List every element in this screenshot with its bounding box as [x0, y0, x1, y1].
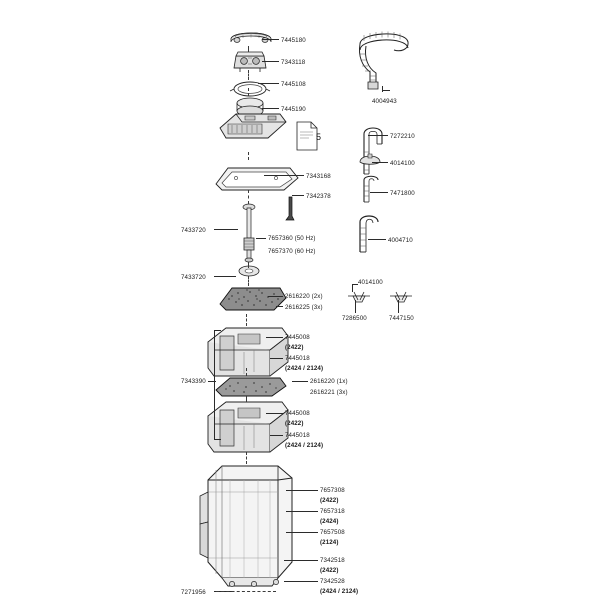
- leader-line: [264, 175, 304, 176]
- leader-line: [276, 306, 283, 307]
- part-number-label: 7445008: [285, 334, 310, 341]
- part-number-label: (2424 / 2124): [285, 442, 324, 449]
- leader-line: [352, 284, 353, 292]
- filter-pad-coarse-graphic: [212, 282, 292, 314]
- part-number-label: 7445190: [281, 106, 306, 113]
- alignment-guide: [248, 262, 249, 268]
- part-number-label: (2424): [320, 518, 339, 525]
- part-number-label: (2124): [320, 539, 339, 546]
- leader-line: [368, 135, 388, 136]
- part-number-label: 7343168: [306, 173, 331, 180]
- part-number-label: 4014100: [390, 160, 415, 167]
- leader-line: [258, 83, 279, 84]
- part-number-label: 4014100: [358, 279, 383, 286]
- group-bracket-7343390: [214, 330, 221, 440]
- leader-line: [292, 381, 308, 382]
- part-number-label: 7445108: [281, 81, 306, 88]
- leader-line: [382, 90, 390, 91]
- leader-line: [355, 300, 356, 313]
- filter-pad-middle-graphic: [210, 374, 292, 400]
- part-number-label: 7657508: [320, 529, 345, 536]
- leader-line: [266, 413, 283, 414]
- part-number-label: 7657370 (60 Hz): [268, 248, 316, 255]
- leader-line: [262, 61, 279, 62]
- leader-line: [372, 162, 388, 163]
- part-number-label: 2616220 (1x): [310, 378, 348, 385]
- part-number-label: 2616220 (2x): [285, 293, 323, 300]
- manual-booklet-graphic: [296, 121, 318, 151]
- part-number-label: 7342378: [306, 193, 331, 200]
- impeller-shaft-graphic: [238, 202, 260, 264]
- part-number-label: 2616221 (3x): [310, 389, 348, 396]
- part-number-label: 7445180: [281, 37, 306, 44]
- retaining-clip-graphic: [284, 196, 296, 222]
- alignment-guide: [248, 276, 249, 286]
- suction-cup-graphic: [358, 152, 382, 166]
- hose-elbow-graphic: [354, 208, 384, 254]
- part-number-label: 7271956: [181, 589, 206, 596]
- leader-line: [256, 238, 266, 239]
- alignment-guide: [248, 70, 249, 80]
- part-number-label: 7286500: [342, 315, 367, 322]
- leader-line: [214, 229, 238, 230]
- part-number-label: (2422): [285, 420, 304, 427]
- valve-block-graphic: [228, 50, 272, 74]
- part-number-label: 7342518: [320, 557, 345, 564]
- alignment-guide: [248, 190, 249, 204]
- leader-line: [284, 581, 318, 582]
- part-number-label: 7445018: [285, 432, 310, 439]
- page-number: 5: [316, 132, 322, 142]
- hose-clamp-top-graphic: [228, 28, 274, 46]
- alignment-guide: [246, 368, 247, 376]
- alignment-guide: [216, 591, 276, 592]
- part-number-label: 7445018: [285, 355, 310, 362]
- leader-line: [286, 511, 318, 512]
- part-number-label: 7471800: [390, 190, 415, 197]
- part-number-label: 7342528: [320, 578, 345, 585]
- part-number-label: 7657318: [320, 508, 345, 515]
- leader-line: [284, 560, 318, 561]
- rubber-washer-graphic: [236, 264, 262, 278]
- part-number-label: (2422): [320, 497, 339, 504]
- pump-head-gasket-graphic: [206, 158, 302, 194]
- part-number-label: 7343390: [181, 378, 206, 385]
- part-number-label: (2424 / 2124): [285, 365, 324, 372]
- leader-line: [262, 108, 279, 109]
- leader-line: [286, 532, 318, 533]
- leader-line: [382, 86, 383, 92]
- leader-line: [270, 435, 283, 436]
- part-number-label: 7657360 (50 Hz): [268, 235, 316, 242]
- part-number-label: 7272210: [390, 133, 415, 140]
- alignment-guide: [248, 152, 249, 160]
- leader-line: [368, 239, 386, 240]
- alignment-guide: [246, 452, 247, 464]
- leader-line: [370, 192, 388, 193]
- pump-head-assembly-graphic: [206, 94, 290, 152]
- part-number-label: 7433720: [181, 227, 206, 234]
- leader-line: [270, 358, 283, 359]
- part-number-label: 4004943: [372, 98, 397, 105]
- part-number-label: 7657308: [320, 487, 345, 494]
- leader-line: [266, 337, 283, 338]
- part-number-label: 2616225 (3x): [285, 304, 323, 311]
- spray-bar-graphic: [358, 172, 384, 204]
- leader-line: [208, 381, 216, 382]
- part-number-label: 7445008: [285, 410, 310, 417]
- leader-line: [398, 300, 399, 313]
- part-number-label: 7447150: [389, 315, 414, 322]
- alignment-guide: [246, 314, 247, 326]
- alignment-guide: [248, 46, 249, 52]
- part-number-label: 7343118: [281, 59, 306, 66]
- alignment-guide: [248, 88, 249, 96]
- intake-pipe-graphic: [356, 120, 388, 176]
- leader-line: [214, 276, 236, 277]
- canister-body-graphic: [192, 462, 296, 590]
- coiled-hose-graphic: [350, 26, 414, 92]
- part-number-label: (2424 / 2124): [320, 588, 359, 595]
- part-number-label: 4004710: [388, 237, 413, 244]
- leader-line: [286, 490, 318, 491]
- part-number-label: (2422): [285, 344, 304, 351]
- alignment-guide: [246, 396, 247, 402]
- leader-line: [268, 296, 283, 297]
- leader-line: [262, 39, 279, 40]
- part-number-label: 7433720: [181, 274, 206, 281]
- part-number-label: (2422): [320, 567, 339, 574]
- leader-line: [292, 195, 304, 196]
